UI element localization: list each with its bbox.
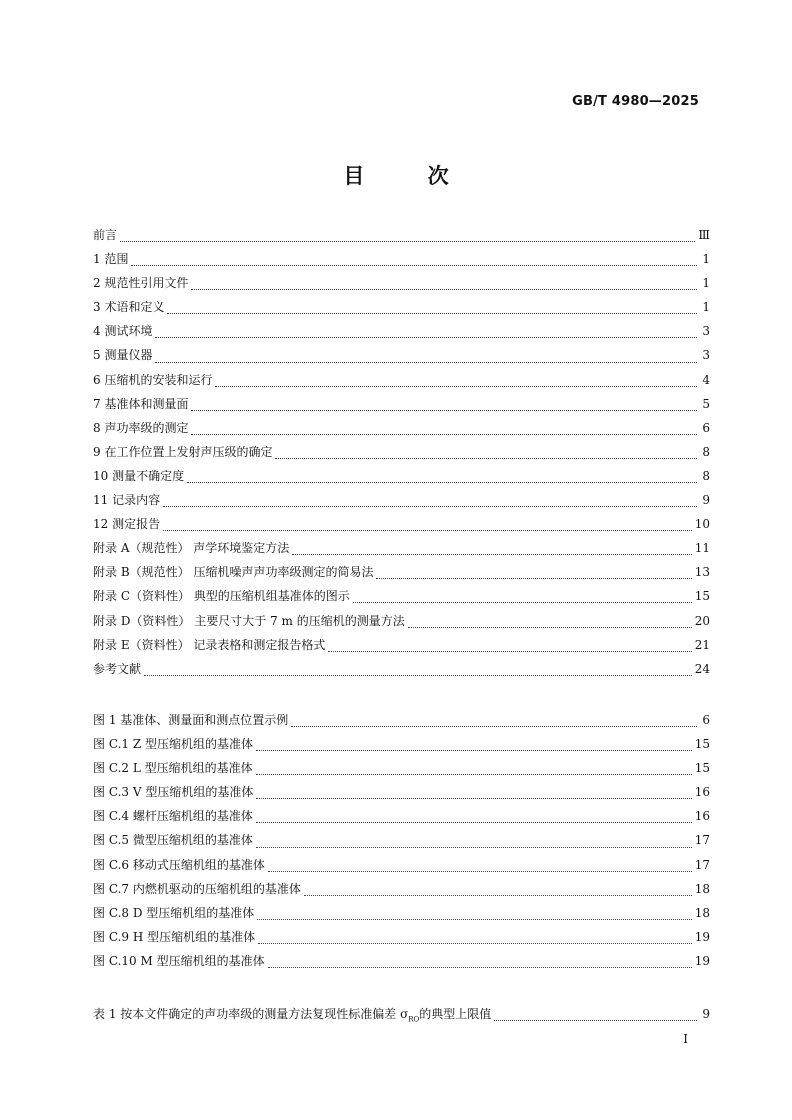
toc-figure-page-number: 6 — [702, 713, 710, 727]
toc-section-page-number: 10 — [694, 517, 710, 532]
toc-section-label: 1 范围 — [93, 252, 129, 267]
toc-figure-entry[interactable] — [93, 952, 710, 976]
toc-section-page-number: 8 — [702, 444, 710, 459]
toc-figure-entry[interactable] — [93, 880, 710, 904]
toc-figure-entry[interactable] — [93, 735, 710, 759]
toc-figure-label: 图 C.2 L 型压缩机组的基准体 — [93, 761, 253, 776]
leader-dots — [131, 264, 697, 266]
toc-figure-label: 图 C.6 移动式压缩机组的基准体 — [93, 857, 265, 872]
leader-dots — [144, 674, 692, 676]
leader-dots — [256, 773, 692, 775]
toc-section-entry[interactable] — [93, 443, 710, 467]
toc-section-label: 12 测定报告 — [93, 517, 161, 532]
toc-section-page-number: 3 — [702, 348, 710, 363]
toc-section-page-number: 3 — [702, 324, 710, 339]
toc-section-entry[interactable] — [93, 491, 710, 515]
leader-dots — [215, 385, 697, 387]
toc-section-page-number: 11 — [694, 541, 710, 556]
leader-dots — [258, 942, 692, 944]
toc-section-label: 7 基准体和测量面 — [93, 396, 189, 411]
toc-section-label: 附录 A（规范性） 声学环境鉴定方法 — [93, 541, 290, 556]
leader-dots — [256, 846, 692, 848]
toc-section-label: 10 测量不确定度 — [93, 468, 185, 483]
leader-dots — [408, 626, 692, 628]
toc-figure-page-number: 17 — [694, 833, 710, 848]
leader-dots — [256, 821, 692, 823]
toc-section-page-number: 20 — [694, 613, 710, 628]
table-label-text-tail: 的典型上限值 — [419, 1007, 492, 1021]
leader-dots — [155, 336, 697, 338]
toc-section-label: 参考文献 — [93, 661, 142, 676]
toc-figure-page-number: 16 — [694, 809, 710, 824]
toc-section-page-number: 1 — [702, 252, 710, 267]
leader-dots — [494, 1019, 697, 1021]
toc-section-entry[interactable] — [93, 563, 710, 587]
toc-section-entry[interactable] — [93, 371, 710, 395]
toc-section-entry[interactable] — [93, 322, 710, 346]
toc-figure-entry[interactable] — [93, 759, 710, 783]
toc-section-page-number: 21 — [694, 637, 710, 652]
toc-section-page-number: 15 — [694, 589, 710, 604]
toc-section-page-number: 8 — [702, 468, 710, 483]
toc-section-label: 附录 D（资料性） 主要尺寸大于 7 m 的压缩机的测量方法 — [93, 613, 405, 628]
toc-section-label: 附录 C（资料性） 典型的压缩机组基准体的图示 — [93, 589, 350, 604]
toc-section-label: 5 测量仪器 — [93, 348, 153, 363]
toc-sections — [93, 226, 710, 684]
toc-figure-label: 图 C.8 D 型压缩机组的基准体 — [93, 905, 255, 920]
toc-section-page-number: 9 — [702, 493, 710, 508]
toc-section-label: 9 在工作位置上发射声压级的确定 — [93, 444, 273, 459]
toc-section-label: 4 测试环境 — [93, 324, 153, 339]
toc-figure-label: 图 1 基准体、测量面和测点位置示例 — [93, 713, 289, 727]
toc-table-label — [93, 1005, 491, 1023]
leader-dots — [187, 481, 697, 483]
toc-section-label: 2 规范性引用文件 — [93, 276, 189, 291]
leader-dots — [353, 601, 692, 603]
table-label-subscript: RO — [408, 1015, 420, 1024]
toc-section-entry[interactable] — [93, 612, 710, 636]
toc-section-entry[interactable] — [93, 515, 710, 539]
standard-code: GB/T 4980—2025 — [572, 94, 699, 109]
leader-dots — [155, 361, 697, 363]
toc-section-page-number: 13 — [694, 565, 710, 580]
leader-dots — [328, 650, 691, 652]
toc-figure-label: 图 C.7 内燃机驱动的压缩机组的基准体 — [93, 881, 301, 896]
leader-dots — [163, 529, 692, 531]
toc-figure-page-number: 16 — [694, 785, 710, 800]
page-title: 目 次 — [343, 164, 477, 188]
leader-dots — [275, 457, 697, 459]
toc-figure-entry[interactable] — [93, 831, 710, 855]
toc-section-entry[interactable] — [93, 587, 710, 611]
toc-figure-label: 图 C.4 螺杆压缩机组的基准体 — [93, 809, 253, 824]
leader-dots — [191, 409, 697, 411]
leader-dots — [304, 894, 692, 896]
toc-tables — [93, 1005, 710, 1029]
toc-figure-label: 图 C.9 H 型压缩机组的基准体 — [93, 929, 256, 944]
leader-dots — [256, 749, 692, 751]
leader-dots — [257, 918, 691, 920]
toc-section-label: 附录 B（规范性） 压缩机噪声声功率级测定的简易法 — [93, 565, 374, 580]
toc-figure-page-number: 19 — [694, 953, 710, 968]
toc-figure-page-number: 18 — [694, 881, 710, 896]
leader-dots — [120, 240, 695, 242]
toc-figure-entry[interactable] — [93, 807, 710, 831]
leader-dots — [163, 505, 697, 507]
toc-figure-page-number: 17 — [694, 857, 710, 872]
toc-figure-entry[interactable] — [93, 783, 710, 807]
toc-section-page-number: 1 — [702, 276, 710, 291]
toc-section-label: 8 声功率级的测定 — [93, 420, 189, 435]
page-footer-number: I — [683, 1032, 688, 1046]
toc-section-page-number: 5 — [702, 396, 710, 411]
toc-section-page-number: 1 — [702, 300, 710, 315]
toc-figures — [93, 711, 710, 976]
leader-dots — [191, 288, 697, 290]
toc-section-label: 3 术语和定义 — [93, 300, 165, 315]
toc-section-entry[interactable] — [93, 395, 710, 419]
leader-dots — [167, 312, 697, 314]
toc-figure-page-number: 19 — [694, 929, 710, 944]
toc-figure-entry[interactable] — [93, 856, 710, 880]
toc-section-entry[interactable] — [93, 226, 710, 250]
toc-table-entry[interactable] — [93, 1005, 710, 1029]
toc-figure-entry[interactable] — [93, 904, 710, 928]
toc-figure-entry[interactable] — [93, 928, 710, 952]
toc-table-page-number: 9 — [702, 1007, 710, 1021]
toc-section-entry[interactable] — [93, 274, 710, 298]
toc-section-page-number: 4 — [702, 372, 710, 387]
leader-dots — [268, 966, 692, 968]
toc-section-label: 6 压缩机的安装和运行 — [93, 372, 213, 387]
toc-section-label: 11 记录内容 — [93, 493, 161, 508]
toc-figure-page-number: 18 — [694, 905, 710, 920]
toc-section-entry[interactable] — [93, 539, 710, 563]
toc-section-entry[interactable] — [93, 346, 710, 370]
leader-dots — [291, 725, 697, 727]
toc-section-entry[interactable] — [93, 636, 710, 660]
toc-figure-label: 图 C.1 Z 型压缩机组的基准体 — [93, 737, 253, 752]
toc-section-entry[interactable] — [93, 298, 710, 322]
toc-section-entry[interactable] — [93, 660, 710, 684]
leader-dots — [256, 797, 691, 799]
toc-section-page-number: 24 — [694, 661, 710, 676]
toc-section-page-number: Ⅲ — [698, 228, 710, 242]
toc-section-label: 前言 — [93, 228, 118, 242]
leader-dots — [376, 577, 691, 579]
leader-dots — [191, 433, 697, 435]
toc-section-entry[interactable] — [93, 419, 710, 443]
table-label-text: 表 1 按本文件确定的声功率级的测量方法复现性标准偏差 σ — [93, 1007, 409, 1021]
toc-section-label: 附录 E（资料性） 记录表格和测定报告格式 — [93, 637, 326, 652]
leader-dots — [292, 553, 691, 555]
toc-figure-entry[interactable] — [93, 711, 710, 735]
toc-figure-page-number: 15 — [694, 761, 710, 776]
toc-figure-page-number: 15 — [694, 737, 710, 752]
toc-figure-label: 图 C.10 M 型压缩机组的基准体 — [93, 953, 265, 968]
toc-figure-label: 图 C.5 微型压缩机组的基准体 — [93, 833, 253, 848]
toc-section-page-number: 6 — [702, 420, 710, 435]
leader-dots — [268, 870, 692, 872]
toc-figure-label: 图 C.3 V 型压缩机组的基准体 — [93, 785, 254, 800]
toc-section-entry[interactable] — [93, 467, 710, 491]
toc-section-entry[interactable] — [93, 250, 710, 274]
